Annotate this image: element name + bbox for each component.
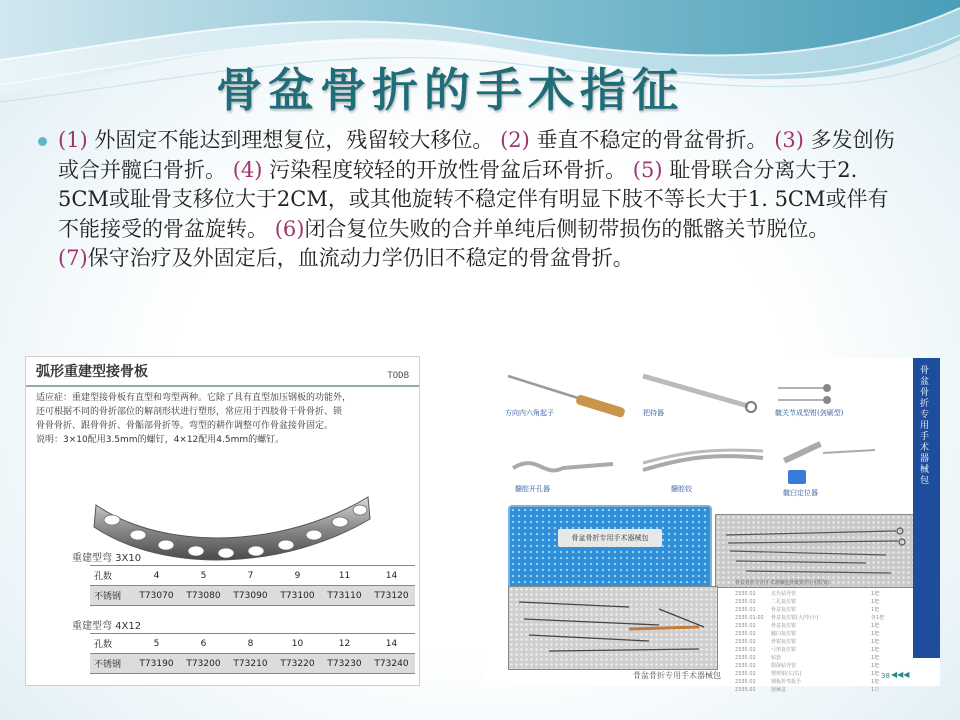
tray-instruments xyxy=(509,587,717,669)
table-cell: T73110 xyxy=(321,586,368,606)
desc-line: 适应症：重建型接骨板有直型和弯型两种。它除了具有直型加压钢板的功能外， xyxy=(36,393,352,403)
page-number: 38 xyxy=(881,672,890,680)
instrument-tray xyxy=(508,586,718,670)
case-label: 骨盆骨折专用手术器械包 xyxy=(558,529,662,547)
accessory-list-header: 骨盆骨折专用手术器械包所配附件(可附加)： xyxy=(735,580,834,586)
caption-screwdriver: 方向内六角起子 xyxy=(505,409,554,417)
table-cell: 14 xyxy=(368,634,415,654)
list-item: 2335.01 弓形复位钳 1把 xyxy=(735,647,880,653)
list-item: 2335.01 克氏钻导管 1把 xyxy=(735,591,880,597)
list-item: 2335.01 钻套 1把 xyxy=(735,655,880,661)
table-row xyxy=(90,654,415,674)
table-cell: 4 xyxy=(133,566,180,586)
item-number: (1) xyxy=(58,128,88,152)
product-sheet-image xyxy=(25,356,420,686)
list-item: 2335.01 器械盒 1只 xyxy=(735,687,880,693)
spec-table-4x12 xyxy=(90,633,415,674)
table-cell: 不锈钢 xyxy=(90,586,133,606)
item-number: (3) xyxy=(774,128,804,152)
table-cell: 14 xyxy=(368,566,415,586)
indications-paragraph xyxy=(58,126,908,274)
caption-guide: 髓腔铰 xyxy=(671,485,692,493)
item-number: (7) xyxy=(58,246,88,270)
list-item: 2335.01 骨盆复位钳 1把 xyxy=(735,623,880,629)
item-text: 外固定不能达到理想复位，残留较大移位。 xyxy=(87,128,501,152)
instrument-tray xyxy=(715,514,917,588)
item-number: (6) xyxy=(274,216,305,241)
item-text: 闭合复位失败的合并单纯后侧韧带损伤的骶髂关节脱位。 xyxy=(304,216,830,241)
list-item: 2335.01 二孔复位钳 1把 xyxy=(735,599,880,605)
catalog-footer: 骨盆骨折专用手术器械包 xyxy=(633,671,721,680)
table-cell: T73210 xyxy=(227,654,274,674)
list-item: 2335.01 塑形钳(左/右) 1把 xyxy=(735,671,880,677)
table-cell: 12 xyxy=(321,634,368,654)
table-cell: 孔数 xyxy=(90,634,133,654)
list-item: 2335.01 限深钻导管 1把 xyxy=(735,663,880,669)
side-bar-label: 骨盆骨折专用手术器械包 xyxy=(920,366,930,486)
table-cell: T73080 xyxy=(180,586,227,606)
caption-sacro: 髋关节成型钳(剑刷型) xyxy=(775,409,844,417)
table-cell: 8 xyxy=(227,634,274,654)
product-title: 弧形重建型接骨板 xyxy=(36,364,148,380)
list-item: 2335.01 髋臼复位钳 1把 xyxy=(735,631,880,637)
slide-title: 骨盆骨折的手术指征 xyxy=(216,63,684,117)
table-cell: T73100 xyxy=(274,586,321,606)
instrument-catalog-image xyxy=(483,358,940,693)
item-text: 垂直不稳定的骨盆骨折。 xyxy=(529,128,775,152)
spec-table-3x10 xyxy=(90,565,415,606)
item-number: (4) xyxy=(232,157,263,182)
table-cell: 孔数 xyxy=(90,566,133,586)
desc-line: 说明：3×10配用3.5mm的螺钉，4×12配用4.5mm的螺钉。 xyxy=(36,435,285,445)
table-cell: T73200 xyxy=(180,654,227,674)
caption-locator: 髋臼定位器 xyxy=(783,489,818,497)
arrow-left-icon: ◀◀◀ xyxy=(891,670,910,679)
table-cell: 5 xyxy=(180,566,227,586)
table-cell: 5 xyxy=(133,634,180,654)
table-cell: 11 xyxy=(321,566,368,586)
desc-line: 骨骨骨折、跟骨骨折、骨骺部骨折等。弯型的耕作调整可作骨盆接骨固定。 xyxy=(36,421,334,431)
list-item: 2335.01 骨钳复位钳 1把 xyxy=(735,639,880,645)
table-cell: 10 xyxy=(274,634,321,654)
item-text: 耻骨联合分离大于2. 5CM或耻骨支移位大于2CM，或其他旋转不稳定伴有明显下肢不等长大于1. 5CM或伴有不能接受的骨盆旋转。 xyxy=(58,157,889,241)
table-cell: T73070 xyxy=(133,586,180,606)
table-cell: T73230 xyxy=(321,654,368,674)
table-header-row xyxy=(90,634,415,654)
product-header xyxy=(26,357,419,387)
item-text: 多发创伤或合并髋臼骨折。 xyxy=(58,128,895,182)
table-cell: T73240 xyxy=(368,654,415,674)
item-number: (5) xyxy=(632,157,663,182)
item-text: 污染程度较轻的开放性骨盆后环骨折。 xyxy=(262,157,633,182)
table-caption: 重建型弯 3X10 xyxy=(72,553,142,564)
table-cell: 6 xyxy=(180,634,227,654)
table-cell: T73220 xyxy=(274,654,321,674)
desc-line: 还可根据不同的骨折部位的解剖形状进行塑形，常应用于四肢骨干骨骨折、锁 xyxy=(36,407,343,417)
catalog-side-bar xyxy=(913,358,940,658)
table-cell: 不锈钢 xyxy=(90,654,133,674)
product-description xyxy=(36,391,414,447)
table-cell: T73120 xyxy=(368,586,415,606)
table-header-row xyxy=(90,566,415,586)
list-item: 2335.01-02 骨盆复位钳(大/中/小) 各1把 xyxy=(735,615,885,621)
item-number: (2) xyxy=(500,128,530,152)
instrument-case xyxy=(508,505,712,595)
list-item: 2335.01 骨盆复位钳 1把 xyxy=(735,607,880,613)
bullet-icon xyxy=(38,137,47,146)
caption-opener: 髓腔开孔器 xyxy=(515,485,550,493)
table-cell: 9 xyxy=(274,566,321,586)
table-cell: T73190 xyxy=(133,654,180,674)
list-item: 2335.01 钢板折弯扳手 1把 xyxy=(735,679,880,685)
accessory-list xyxy=(735,590,905,694)
table-row xyxy=(90,586,415,606)
table-cell: T73090 xyxy=(227,586,274,606)
table-cell: 7 xyxy=(227,566,274,586)
item-text: 保守治疗及外固定后，血流动力学仍旧不稳定的骨盆骨折。 xyxy=(87,246,634,270)
product-code: TODB xyxy=(387,371,409,381)
caption-holder: 把持器 xyxy=(643,409,664,417)
tray-instruments xyxy=(716,515,916,587)
table-caption: 重建型弯 4X12 xyxy=(72,621,142,632)
